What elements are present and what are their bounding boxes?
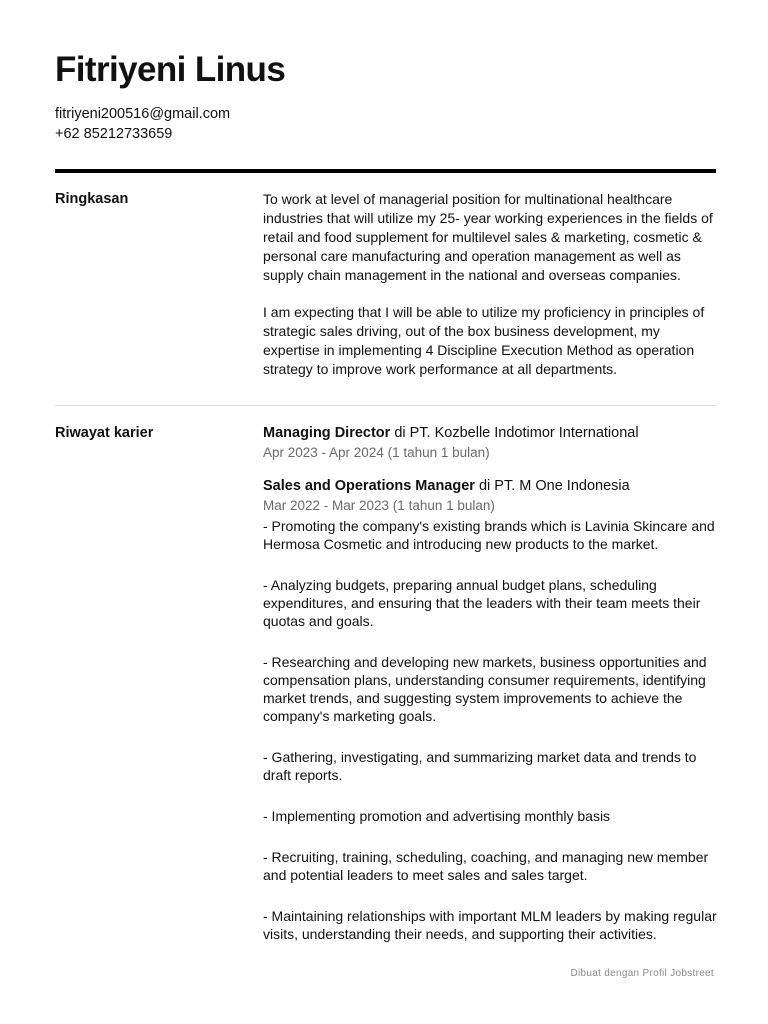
email-text: fitriyeni200516@gmail.com bbox=[55, 106, 231, 122]
summary-label: Ringkasan bbox=[55, 191, 129, 207]
job-entry bbox=[263, 423, 719, 462]
job-dates: Apr 2023 - Apr 2024 (1 tahun 1 bulan) bbox=[263, 445, 490, 460]
job-duty: - Implementing promotion and advertising monthly basis bbox=[263, 808, 611, 824]
career-label: Riwayat karier bbox=[55, 425, 154, 441]
job-dates: Mar 2022 - Mar 2023 (1 tahun 1 bulan) bbox=[263, 498, 495, 513]
candidate-name: Fitriyeni Linus bbox=[55, 50, 286, 89]
job-title bbox=[263, 476, 719, 496]
job-role: Sales and Operations Manager bbox=[263, 478, 475, 494]
career-section bbox=[263, 423, 719, 966]
job-entry bbox=[263, 476, 719, 943]
job-duty: - Gathering, investigating, and summarizing market data and trends to draft reports. bbox=[263, 749, 697, 783]
job-title bbox=[263, 423, 719, 443]
job-duty: - Promoting the company's existing brands which is Lavinia Skincare and Hermosa Cosmetic and introducing new products to the market. bbox=[263, 518, 715, 552]
contact-block bbox=[55, 104, 230, 144]
summary-section bbox=[263, 190, 719, 397]
job-company: di PT. M One Indonesia bbox=[474, 478, 630, 494]
job-duty: - Maintaining relationships with important MLM leaders by making regular visits, understanding their needs, and supporting their activities. bbox=[263, 908, 717, 942]
summary-paragraph: I am expecting that I will be able to utilize my proficiency in principles of strategic sales driving, out of the box business development, my expertise in implementing 4 Discipline Execution Method as operation strategy to improve work performance at all departments. bbox=[263, 304, 705, 377]
summary-paragraph: To work at level of managerial position for multinational healthcare industries that will utilize my 25- year working experiences in the fields of retail and food supplement for multilevel sales & marketing, cosmetic & personal care manufacturing and operation management as well as supply chain management in the national and overseas companies. bbox=[263, 191, 713, 283]
header-divider bbox=[55, 169, 716, 173]
job-role: Managing Director bbox=[263, 425, 391, 441]
footer-credit: Dibuat dengan Profil Jobstreet bbox=[570, 968, 714, 979]
phone-text: +62 85212733659 bbox=[55, 126, 173, 142]
section-divider bbox=[55, 405, 716, 406]
job-duty: - Recruiting, training, scheduling, coaching, and managing new member and potential leaders to meet sales and sales target. bbox=[263, 849, 709, 883]
job-duty: - Researching and developing new markets, business opportunities and compensation plans, understanding consumer requirements, identifying market trends, and suggesting system improvements to achieve the company's marketing goals. bbox=[263, 654, 707, 724]
job-duty: - Analyzing budgets, preparing annual budget plans, scheduling expenditures, and ensuring that the leaders with their team meets their quotas and goals. bbox=[263, 577, 701, 629]
job-company: di PT. Kozbelle Indotimor International bbox=[390, 425, 639, 441]
